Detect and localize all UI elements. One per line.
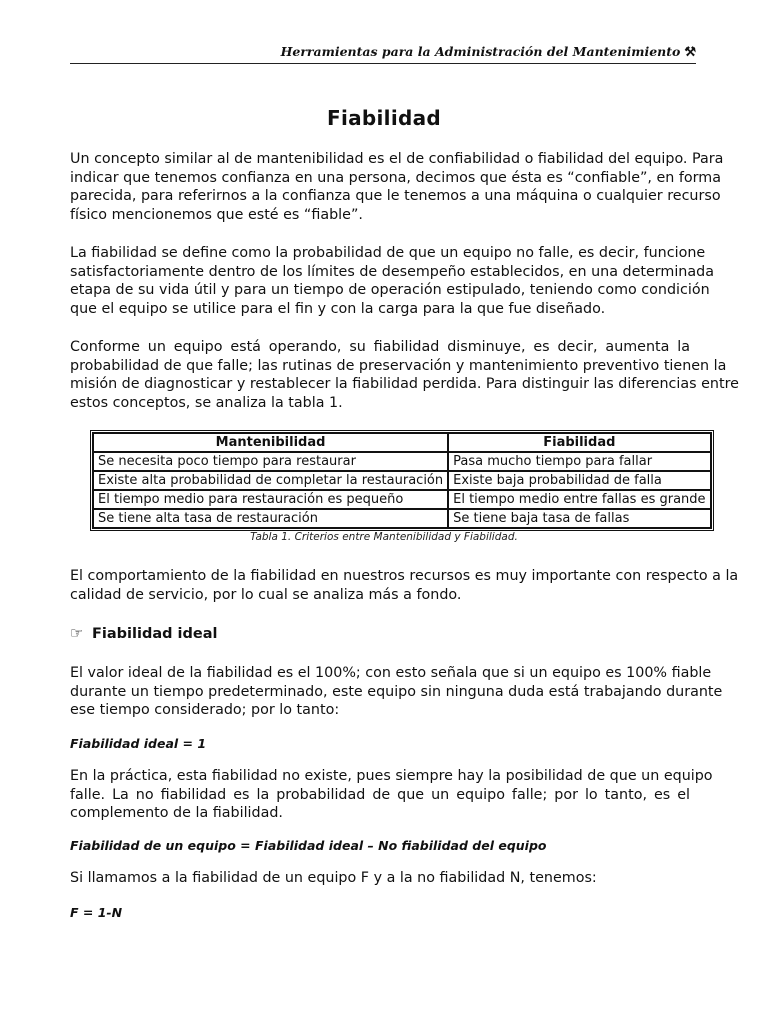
paragraph-4 [70,567,739,604]
table-cell: Pasa mucho tiempo para fallar [448,452,710,471]
table-cell: Existe alta probabilidad de completar la restauración [93,471,448,490]
table-cell: Se necesita poco tiempo para restaurar [93,452,448,471]
formula-f-n: F = 1-N [70,905,123,920]
paragraph-7 [70,869,690,888]
running-header-title: Herramientas para la Administración del Mantenimiento [280,44,681,59]
table-caption: Tabla 1. Criterios entre Mantenibilidad y Fiabilidad. [250,531,518,543]
table-row [93,509,711,528]
formula-equipment: Fiabilidad de un equipo = Fiabilidad ideal – No fiabilidad del equipo [70,838,547,853]
text-line: probabilidad de que falle; las rutinas de preservación y mantenimiento preventivo tienen la [70,357,727,374]
text-line: falle. La no fiabilidad es la probabilidad de que un equipo falle; por lo tanto, es el [70,786,690,803]
paragraph-2 [70,244,714,318]
criteria-table [90,430,714,531]
text-line: calidad de servicio, por lo cual se analiza más a fondo. [70,586,462,603]
text-line: Conforme un equipo está operando, su fiabilidad disminuye, es decir, aumenta la [70,339,690,355]
paragraph-1 [70,150,724,224]
text-line: complemento de la fiabilidad. [70,805,283,821]
text-line: parecida, para referirnos a la confianza que le tenemos a una máquina o cualquier recurso [70,188,721,204]
running-header [70,44,696,64]
table-cell: El tiempo medio entre fallas es grande [448,490,710,509]
table-row [93,452,711,471]
text-line: La fiabilidad se define como la probabilidad de que un equipo no falle, es decir, funcione [70,245,706,261]
text-line: que el equipo se utilice para el fin y con la carga para la que fue diseñado. [70,300,606,317]
paragraph-3 [70,338,739,412]
text-line: físico mencionemos que esté es “fiable”. [70,206,363,223]
text-line: En la práctica, esta fiabilidad no existe, pues siempre hay la posibilidad de que un equipo [70,768,713,784]
text-line: indicar que tenemos confianza en una persona, decimos que ésta es “confiable”, en forma [70,169,721,186]
section-heading-label: Fiabilidad ideal [92,626,218,642]
text-line: satisfactoriamente dentro de los límites de desempeño establecidos, en una determinada [70,263,714,280]
formula-ideal: Fiabilidad ideal = 1 [70,736,207,751]
text-line: misión de diagnosticar y restablecer la fiabilidad perdida. Para distinguir las diferencias entre [70,376,739,392]
table-cell: El tiempo medio para restauración es pequeño [93,490,448,509]
text-line: etapa de su vida útil y para un tiempo de operación estipulado, teniendo como condición [70,282,710,298]
paragraph-5 [70,664,723,720]
text-line: El valor ideal de la fiabilidad es el 100%; con esto señala que si un equipo es 100% fiable [70,665,712,681]
pointing-hand-icon: ☞ [70,624,84,642]
table-cell: Se tiene alta tasa de restauración [93,509,448,528]
text-line: Si llamamos a la fiabilidad de un equipo F y a la no fiabilidad N, tenemos: [70,870,597,886]
section-heading [70,624,217,642]
table-header-cell: Mantenibilidad [93,433,448,452]
table-header-cell: Fiabilidad [448,433,710,452]
page-title: Fiabilidad [326,106,442,130]
table-row [93,490,711,509]
text-line: durante un tiempo predeterminado, este equipo sin ninguna duda está trabajando durante [70,683,723,700]
text-line: estos conceptos, se analiza la tabla 1. [70,394,343,411]
table-cell: Existe baja probabilidad de falla [448,471,710,490]
text-line: Un concepto similar al de mantenibilidad es el de confiabilidad o fiabilidad del equipo. Para [70,151,724,167]
table-row [93,471,711,490]
text-line: ese tiempo considerado; por lo tanto: [70,702,340,718]
tools-icon: ⚒ [684,45,696,60]
table-header-row [93,433,711,452]
table-cell: Se tiene baja tasa de fallas [448,509,710,528]
text-line: El comportamiento de la fiabilidad en nuestros recursos es muy importante con respecto a la [70,568,739,584]
paragraph-6 [70,767,713,823]
